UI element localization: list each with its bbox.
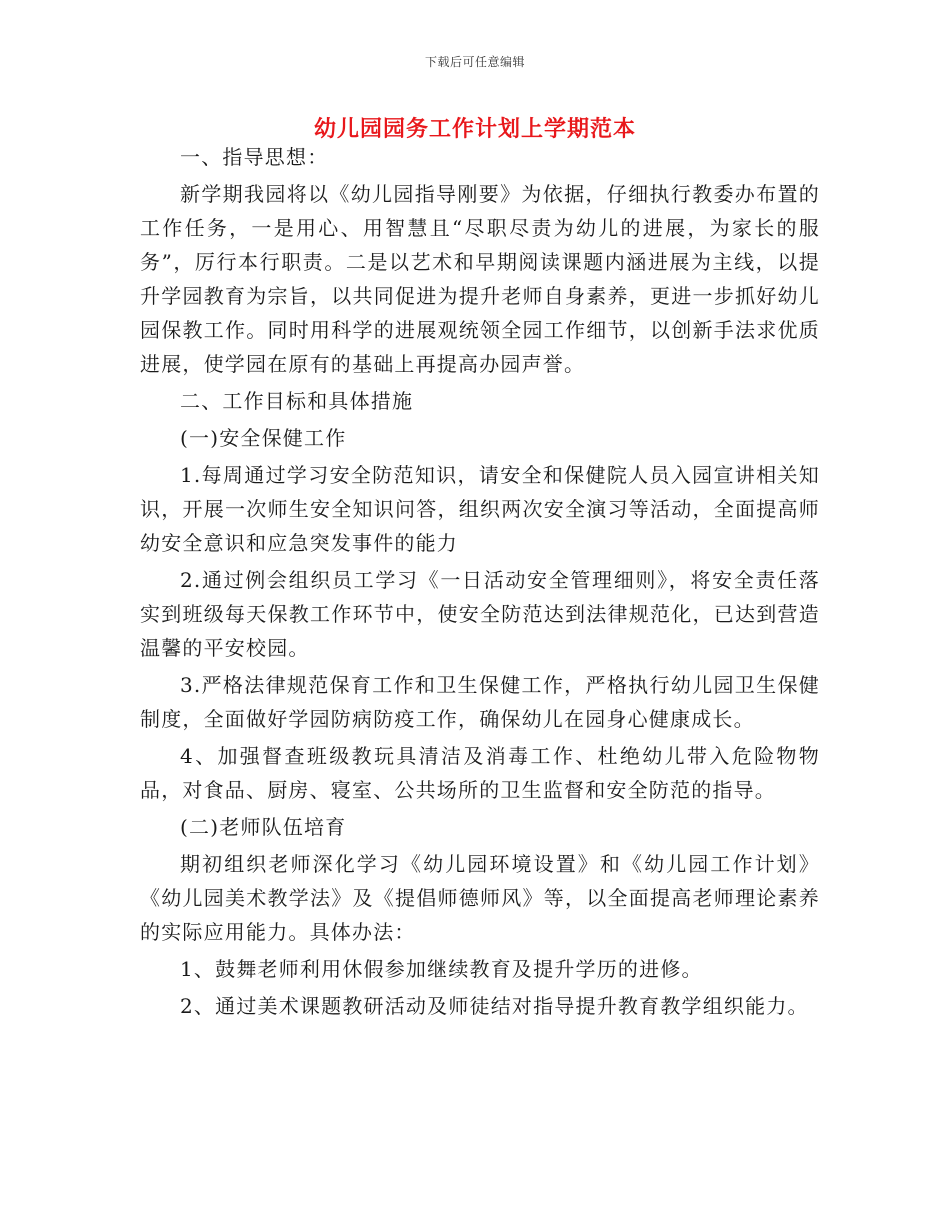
paragraph: (二)老师队伍培育	[180, 815, 347, 839]
document-title: 幼儿园园务工作计划上学期范本	[313, 116, 636, 142]
header-note: 下载后可任意编辑	[424, 55, 525, 69]
paragraph: 二、工作目标和具体措施	[180, 389, 414, 413]
paragraph: 一、指导思想：	[180, 145, 329, 169]
paragraph: 3.严格法律规范保育工作和卫生保健工作，严格执行幼儿园卫生保健制度，全面做好学园防病防疫工作，确保幼儿在园身心健康成长。	[140, 673, 820, 731]
paragraph: 4、加强督查班级教玩具清洁及消毒工作、杜绝幼儿带入危险物物品，对食品、厨房、寝室、公共场所的卫生监督和安全防范的指导。	[140, 744, 820, 802]
paragraph: 2.通过例会组织员工学习《一日活动安全管理细则》，将安全责任落实到班级每天保教工作环节中，使安全防范达到法律规范化，已达到营造温馨的平安校园。	[140, 568, 820, 660]
paragraph: 1.每周通过学习安全防范知识，请安全和保健院人员入园宣讲相关知识，开展一次师生安全知识问答，组织两次安全演习等活动，全面提高师幼安全意识和应急突发事件的能力	[140, 463, 820, 555]
paragraph: 新学期我园将以《幼儿园指导刚要》为依据，仔细执行教委办布置的工作任务，一是用心、用智慧且“尽职尽责为幼儿的进展，为家长的服务”，厉行本行职责。二是以艺术和早期阅读课题内涵进展为主线，以提升学园教育为宗旨，以共同促进为提升老师自身素养，更进一步抓好幼儿园保教工作。同时用科学的进展观统领全园工作细节，以创新手法求优质进展，使学园在原有的基础上再提高办园声誉。	[140, 182, 820, 376]
paragraph: (一)安全保健工作	[180, 426, 347, 450]
paragraph: 1、鼓舞老师利用休假参加继续教育及提升学历的进修。	[180, 957, 703, 981]
document-body	[140, 140, 820, 1023]
paragraph: 2、通过美术课题教研活动及师徒结对指导提升教育教学组织能力。	[180, 994, 809, 1018]
paragraph: 期初组织老师深化学习《幼儿园环境设置》和《幼儿园工作计划》《幼儿园美术教学法》及《提倡师德师风》等，以全面提高老师理论素养的实际应用能力。具体办法：	[140, 852, 820, 944]
